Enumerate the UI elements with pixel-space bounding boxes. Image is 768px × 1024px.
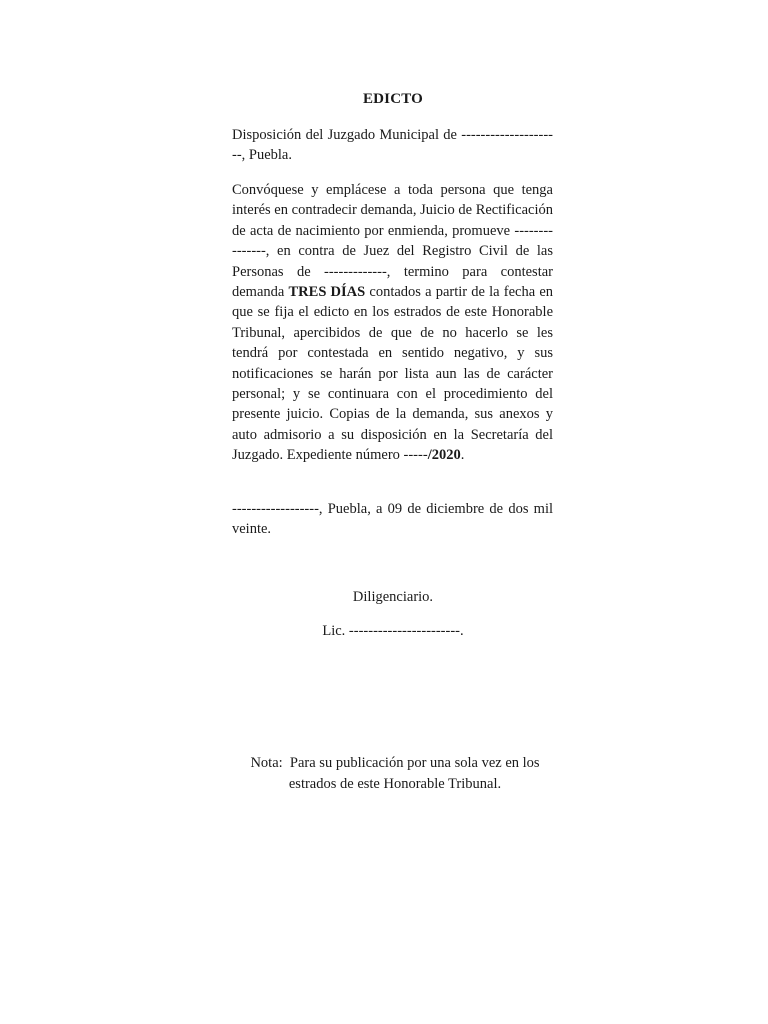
publication-note xyxy=(240,753,550,795)
publication-note-text-1: Para su publicación por una sola vez en los xyxy=(289,755,540,771)
document-title: EDICTO xyxy=(362,91,424,107)
paragraph-lugar-fecha: ------------------, Puebla, a 09 de diciembre de dos mil veinte. xyxy=(232,501,553,538)
paragraph-convocatoria-text-2: contados a partir de la fecha en que se fija el edicto en los estrados de este Honorable Tribunal, apercibidos de que de no hacerlo se les tendrá por contestada en sentido negativo, y sus notificaciones se harán por lista aun las de carácter personal; y se continuara con el procedimiento del presente juicio. Copias de la demanda, sus anexos y auto admisorio a su disposición en la Secretaría del Juzgado. Expediente número ----- xyxy=(232,284,553,464)
paragraph-convocatoria xyxy=(232,180,553,466)
paragraph-convocatoria-text-end: . xyxy=(460,447,465,464)
publication-note-line-2: estrados de este Honorable Tribunal. xyxy=(288,776,502,792)
publication-note-line-1 xyxy=(240,753,550,774)
publication-note-label: Nota: xyxy=(250,755,283,771)
paragraph-convocatoria-bold-tres-dias: TRES DÍAS xyxy=(288,284,366,301)
signature-name: Lic. -----------------------. xyxy=(322,623,464,639)
paragraph-convocatoria-bold-year: /2020 xyxy=(427,447,461,464)
paragraph-disposicion: Disposición del Juzgado Municipal de ---------------------, Puebla. xyxy=(232,127,553,164)
paragraph-convocatoria-text-1: Convóquese y emplácese a toda persona que tenga interés en contradecir demanda, Juicio de Rectificación de acta de nacimiento por enmienda, promueve ---------------, en contra de Juez del Registro Civil de las Personas de -------------, termino para contestar demanda xyxy=(232,182,553,301)
signature-role: Diligenciario. xyxy=(352,589,434,605)
